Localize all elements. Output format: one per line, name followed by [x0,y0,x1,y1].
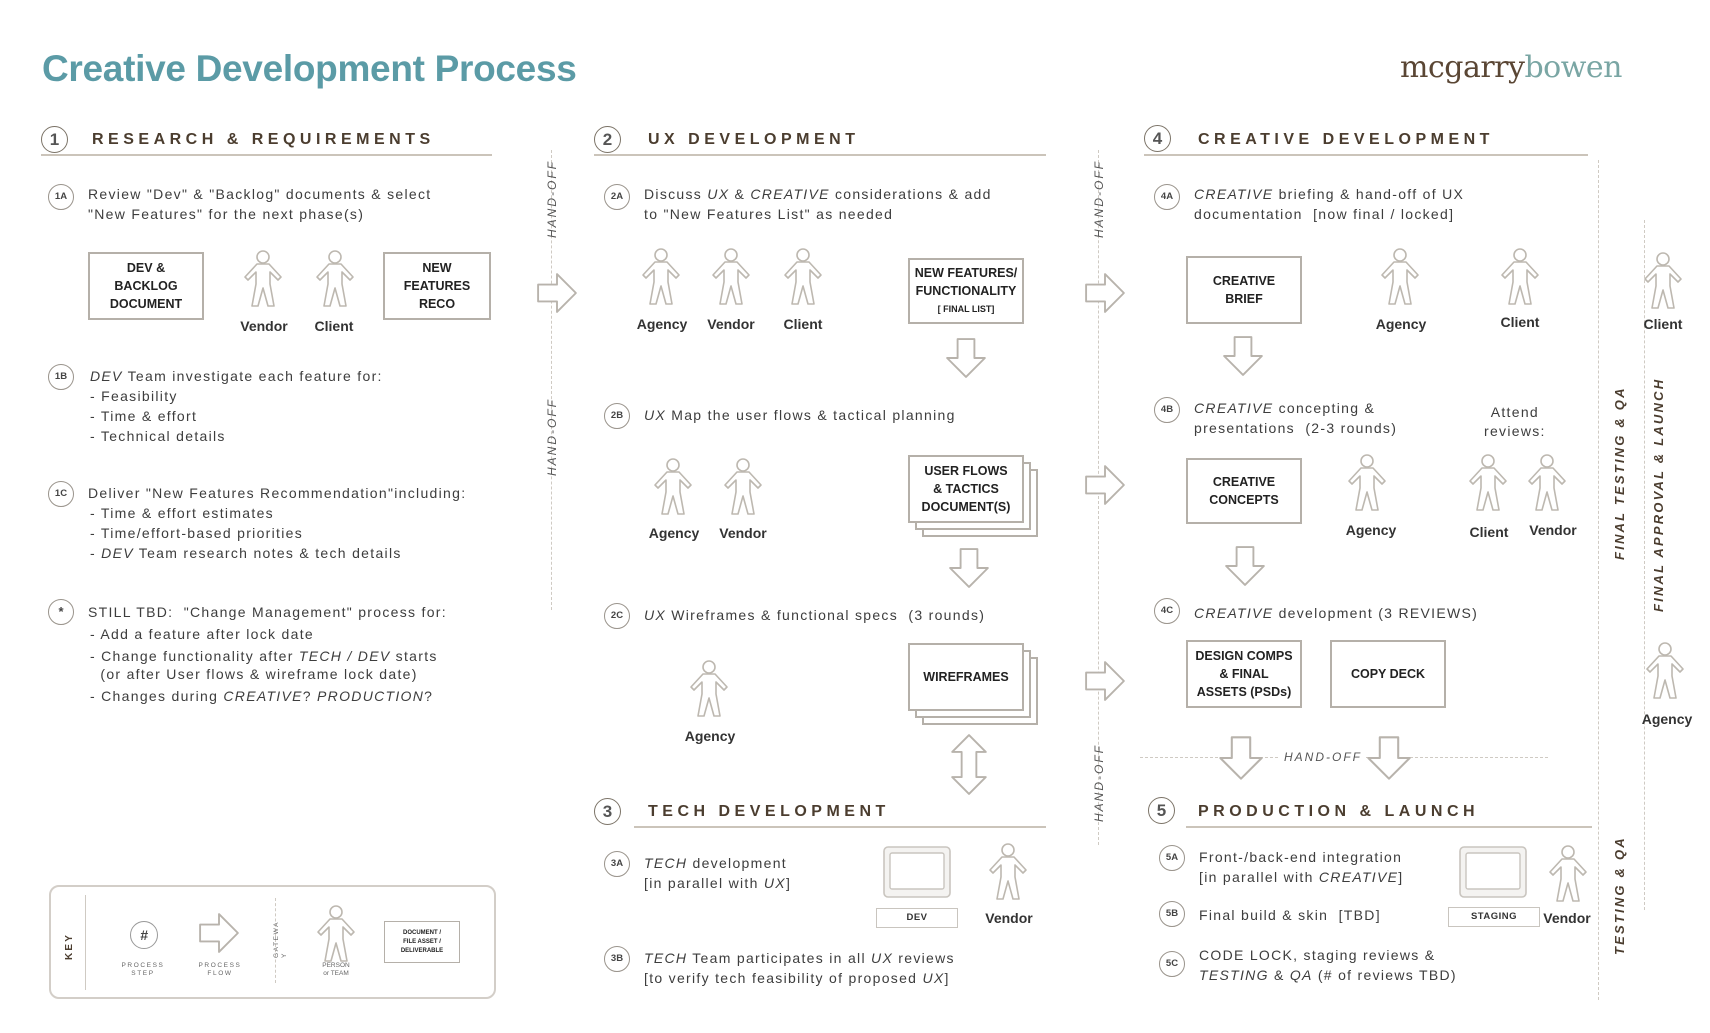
section-4-rule [1144,154,1588,156]
person-label-agency: Agency [648,525,700,541]
step-1b-rest: Team investigate each feature for: [122,368,383,384]
step-2a-number: 2A [604,184,630,210]
arrow-down-icon [1224,545,1266,587]
person-icon [1344,454,1390,512]
section-1-rule [41,154,492,156]
step-4b-text [1194,398,1375,418]
step-tbd-b4e: ? [424,688,434,704]
s5a-l2i: CREATIVE [1318,869,1399,885]
step-1c-bullet-3-rest: Team research notes & tech details [133,545,402,561]
key-process-step-icon: # [130,921,158,949]
handoff-label: HAND-OFF [1280,750,1366,764]
step-tbd-bullet-4 [90,686,433,706]
step-2b-text [644,405,956,425]
s3a-l2i: UX [763,875,786,891]
step-3b-number: 3B [604,946,630,972]
key-title: KEY [64,932,75,960]
s5c-i2: QA [1289,967,1313,983]
person-label-agency: Agency [1345,522,1397,538]
s5c-i1: TESTING [1199,967,1269,983]
person-icon [780,248,826,306]
step-tbd-text: STILL TBD: "Change Management" process for: [88,604,447,620]
section-5-rule [1186,826,1592,828]
s4b-t1: concepting & [1273,400,1376,416]
process-flow-arrow-icon [1084,464,1126,506]
process-flow-arrow-icon [536,272,578,314]
person-label-vendor: Vendor [719,525,767,541]
step-2a-line-2: to "New Features List" as needed [644,206,894,222]
step-3b-line-2 [644,968,950,988]
section-3-number: 3 [594,798,621,825]
step-5b-text: Final build & skin [TBD] [1199,907,1381,923]
step-tbd-b2b: starts [390,648,438,664]
step-1b-text [90,366,383,386]
doc-creative-concepts: CREATIVE CONCEPTS [1186,458,1302,524]
step-1c-number: 1C [48,481,74,507]
step-1a-number: 1A [48,184,74,210]
company-logo [1400,50,1622,85]
doc-nff-small: [ FINAL LIST] [937,304,995,314]
final-gateway-line [1598,160,1599,1000]
step-3a-line-2 [644,873,791,893]
step-4b-line-2: presentations (2-3 rounds) [1194,420,1398,436]
step-1b-bullet-3: - Technical details [90,428,226,444]
person-icon [985,843,1031,901]
s5a-l2a: [in parallel with [1199,869,1319,885]
key-process-flow-icon [198,912,240,954]
attend-reviews-label: Attend reviews: [1484,404,1546,439]
person-label-client: Client [1500,314,1540,330]
section-4-title: CREATIVE DEVELOPMENT [1198,131,1494,148]
s3b-i2: UX [871,950,894,966]
person-label-client: Client [1643,316,1683,332]
step-1b-number: 1B [48,364,74,390]
step-1b-bullet-1: - Feasibility [90,388,178,404]
s3a-i1: TECH [644,855,688,871]
step-tbd-b4m: ? [302,688,318,704]
s4a-i1: CREATIVE [1194,186,1274,202]
step-1c-bullet-3-prefix: - [90,545,102,561]
s5a-l2b: ] [1398,869,1404,885]
person-icon [1642,642,1688,700]
s2c-t1: Wireframes & functional specs (3 rounds) [666,607,986,623]
step-4a-line-2: documentation [now final / locked] [1194,206,1455,222]
s2a-i1: UX [707,186,730,202]
step-4a-number: 4A [1154,184,1180,210]
person-icon [240,250,286,308]
s2b-i1: UX [644,407,667,423]
step-tbd-b4a: - Changes during [90,688,224,704]
handoff-label: HAND-OFF [1092,744,1106,822]
section-5-title: PRODUCTION & LAUNCH [1198,803,1480,820]
doc-nff-main: NEW FEATURES/ FUNCTIONALITY [914,266,1018,298]
section-3-rule [634,826,1046,828]
step-5c-line-2 [1199,965,1457,985]
step-tbd-b2a: - Change functionality after [90,648,299,664]
step-1c-bullet-2: - Time/effort-based priorities [90,525,304,541]
step-tbd-b4i1: CREATIVE [223,688,303,704]
doc-new-features-reco: NEW FEATURES RECO [383,252,491,320]
step-3a-number: 3A [604,851,630,877]
person-label-vendor: Vendor [985,910,1033,926]
s2a-t3: considerations & add [829,186,992,202]
person-icon [708,248,754,306]
step-2b-number: 2B [604,403,630,429]
final-testing-label: FINAL TESTING & QA [1612,386,1627,560]
monitor-icon [880,845,954,907]
section-2-title: UX DEVELOPMENT [648,131,860,148]
step-1a-text: Review "Dev" & "Backlog" documents & select "New Features" for the next phase(s) [88,186,432,222]
step-5c-number: 5C [1159,951,1185,977]
final-approval-label: FINAL APPROVAL & LAUNCH [1651,377,1666,612]
testing-qa-label: TESTING & QA [1612,836,1627,955]
step-2a-text [644,184,992,204]
key-person-icon [313,905,359,963]
s3a-t1: development [687,855,787,871]
step-2c-number: 2C [604,603,630,629]
step-3b-text [644,948,955,968]
doc-new-features-functionality [908,258,1024,324]
step-tbd-b4i2: PRODUCTION [317,688,425,704]
step-3a-text [644,853,787,873]
arrow-down-icon [1366,733,1412,783]
person-icon [638,248,684,306]
person-label-vendor: Vendor [707,316,755,332]
s2c-i1: UX [644,607,667,623]
doc-copy-deck: COPY DECK [1330,640,1446,708]
step-1b-bullet-2: - Time & effort [90,408,198,424]
person-icon [1497,248,1543,306]
monitor-label-dev: DEV [876,908,958,928]
s4c-i1: CREATIVE [1194,605,1274,621]
logo-part-2: bowen [1524,50,1622,85]
s3a-l2b: ] [785,875,792,891]
s3b-l2i: UX [922,970,945,986]
arrow-updown-icon [948,733,990,796]
section-3-title: TECH DEVELOPMENT [648,803,890,820]
arrow-down-icon [1218,733,1264,783]
person-label-agency: Agency [636,316,688,332]
section-4-number: 4 [1144,125,1171,152]
doc-user-flows: USER FLOWS & TACTICS DOCUMENT(S) [908,455,1024,523]
step-4a-text [1194,184,1464,204]
step-1c-bullet-3-italic: DEV [101,545,134,561]
key-gateway-label: GATEWA Y [273,920,288,958]
person-label-vendor: Vendor [1543,910,1591,926]
section-2-number: 2 [594,126,621,153]
step-5a-text: Front-/back-end integration [1199,849,1403,865]
s3b-l2b: ] [944,970,950,986]
s2b-t1: Map the user flows & tactical planning [666,407,956,423]
step-2c-text [644,605,985,625]
person-icon [686,660,732,718]
step-5c-text: CODE LOCK, staging reviews & [1199,947,1436,963]
key-process-step-label: PROCESS STEP [121,962,165,977]
handoff-label: HAND-OFF [545,398,559,476]
person-icon [1465,454,1511,512]
arrow-down-icon [948,547,990,589]
person-label-vendor: Vendor [1529,522,1577,538]
s4b-i1: CREATIVE [1194,400,1274,416]
s5c-m: & [1268,967,1290,983]
s3b-t1: Team participates in all [687,950,872,966]
s3a-l2a: [in parallel with [644,875,764,891]
person-icon [650,458,696,516]
person-icon [1377,248,1423,306]
handoff-label: HAND-OFF [545,160,559,238]
s3b-l2a: [to verify tech feasibility of proposed [644,970,923,986]
step-4b-number: 4B [1154,397,1180,423]
step-5a-number: 5A [1159,845,1185,871]
step-4c-number: 4C [1154,598,1180,624]
step-tbd-bullet-3: (or after User flows & wireframe lock date) [90,666,418,682]
person-label-agency: Agency [1375,316,1427,332]
key-divider [85,895,86,990]
section-1-number: 1 [41,126,68,153]
logo-part-1: mcgarry [1400,50,1525,85]
monitor-label-staging: STAGING [1448,907,1540,927]
person-icon [1524,454,1570,512]
person-icon [720,458,766,516]
process-flow-arrow-icon [1084,272,1126,314]
step-tbd-bullet-1: - Add a feature after lock date [90,626,314,642]
doc-dev-backlog: DEV & BACKLOG DOCUMENT [88,252,204,320]
person-label-client: Client [1469,524,1509,540]
key-process-flow-label: PROCESS FLOW [198,962,242,977]
step-5a-line-2 [1199,867,1403,887]
step-4c-text [1194,603,1478,623]
section-5-number: 5 [1148,797,1175,824]
s3b-i1: TECH [644,950,688,966]
person-label-agency: Agency [1641,711,1693,727]
person-label-vendor: Vendor [240,318,288,334]
doc-design-comps: DESIGN COMPS & FINAL ASSETS (PSDs) [1186,640,1302,708]
person-label-client: Client [783,316,823,332]
s4c-t1: development (3 REVIEWS) [1273,605,1479,621]
key-person-label: PERSON or TEAM [322,962,350,977]
arrow-down-icon [1222,335,1264,377]
s5c-b: (# of reviews TBD) [1312,967,1457,983]
process-flow-arrow-icon [1084,660,1126,702]
key-document-icon: DOCUMENT / FILE ASSET / DELIVERABLE [384,921,460,963]
section-2-rule [594,154,1046,156]
doc-wireframes: WIREFRAMES [908,643,1024,711]
person-label-agency: Agency [684,728,736,744]
step-tbd-number: * [48,599,74,625]
page-title: Creative Development Process [42,48,577,89]
person-label-client: Client [314,318,354,334]
step-1c-bullet-3 [90,543,402,563]
person-icon [1640,252,1686,310]
step-1b-italic: DEV [90,368,123,384]
monitor-icon [1456,845,1530,907]
step-1c-text: Deliver "New Features Recommendation"including: [88,485,467,501]
step-5b-number: 5B [1159,901,1185,927]
step-1c-bullet-1: - Time & effort estimates [90,505,274,521]
person-icon [312,250,358,308]
arrow-down-icon [945,337,987,379]
s3b-t2: reviews [893,950,955,966]
doc-creative-brief: CREATIVE BRIEF [1186,256,1302,324]
step-tbd-b2i: TECH / DEV [298,648,391,664]
step-tbd-bullet-2 [90,646,438,666]
person-icon [1545,845,1591,903]
s2a-i2: CREATIVE [750,186,830,202]
handoff-label: HAND-OFF [1092,160,1106,238]
s4a-t1: briefing & hand-off of UX [1273,186,1465,202]
section-1-title: RESEARCH & REQUIREMENTS [92,131,435,148]
s2a-t2: & [729,186,751,202]
s2a-t1: Discuss [644,186,708,202]
